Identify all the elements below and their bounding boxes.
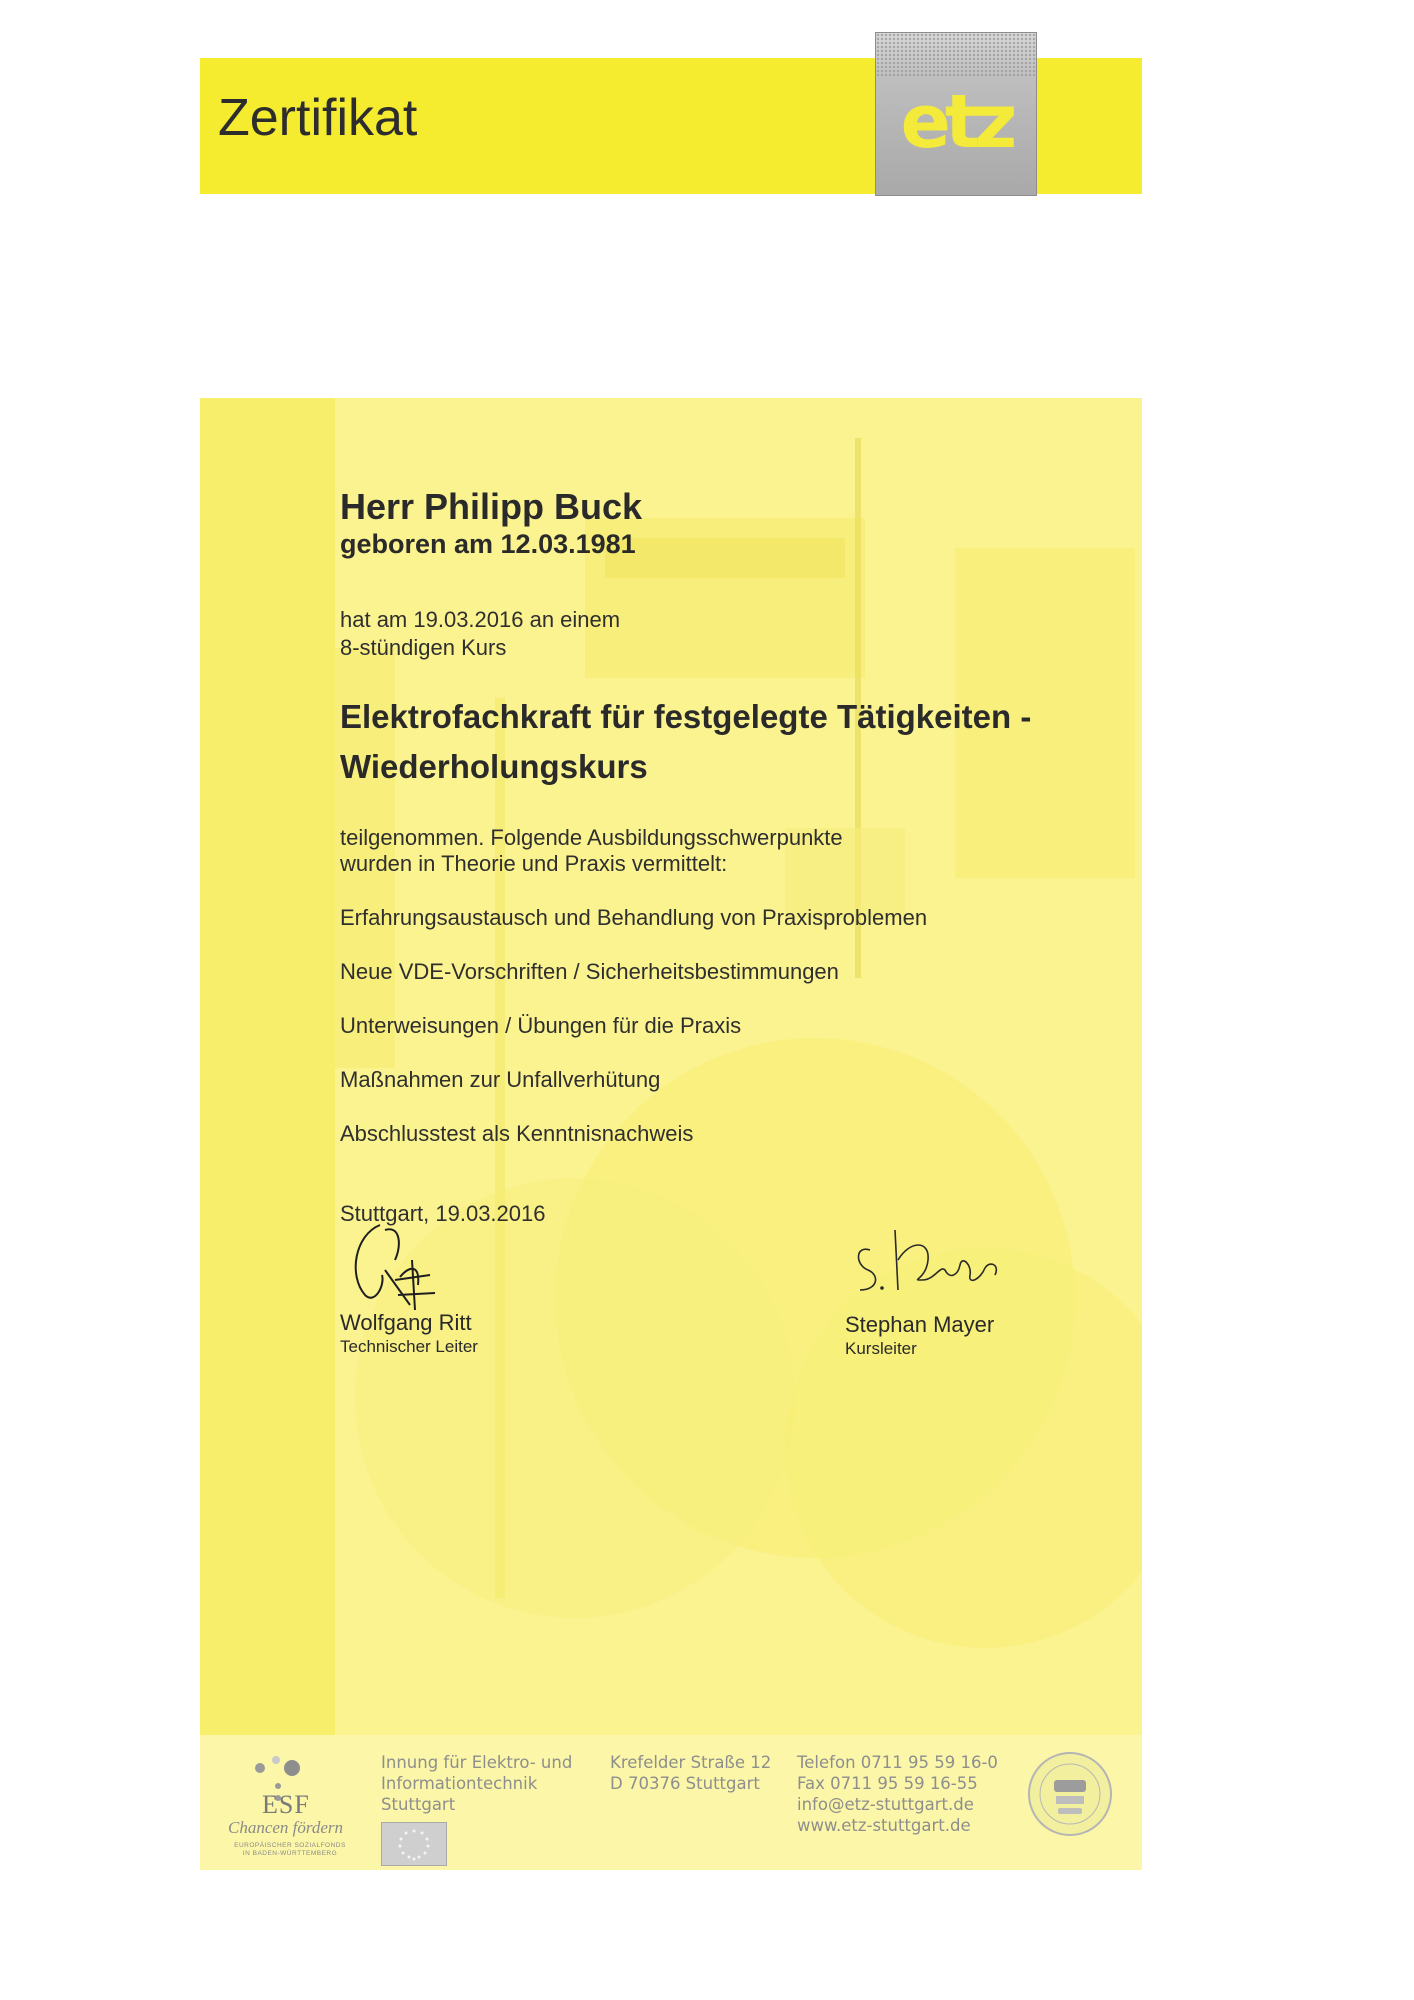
signatory-left-role: Technischer Leiter bbox=[340, 1337, 478, 1356]
course-title bbox=[340, 692, 1140, 792]
place-date: Stuttgart, 19.03.2016 bbox=[340, 1201, 546, 1226]
esf-slogan: Chancen fördern bbox=[228, 1818, 344, 1837]
intro-line-1: hat am 19.03.2016 an einem bbox=[340, 607, 621, 632]
topic-item: Neue VDE-Vorschriften / Sicherheitsbestimmungen bbox=[340, 959, 839, 984]
eu-flag-icon bbox=[381, 1822, 447, 1866]
fax-number: Fax 0711 95 59 16-55 bbox=[797, 1774, 978, 1793]
website-url: www.etz-stuttgart.de bbox=[797, 1816, 971, 1835]
etz-logo bbox=[875, 32, 1037, 196]
esf-logo-text: ESF bbox=[262, 1790, 310, 1819]
org-line-2: Informationtechnik bbox=[381, 1774, 538, 1793]
phone-number: Telefon 0711 95 59 16-0 bbox=[797, 1753, 998, 1772]
email-address: info@etz-stuttgart.de bbox=[797, 1795, 974, 1814]
participation-line-1: teilgenommen. Folgende Ausbildungsschwerpunkte bbox=[340, 825, 843, 850]
building-background-photo bbox=[335, 398, 1142, 1728]
course-title-line-1: Elektrofachkraft für festgelegte Tätigkeiten - bbox=[340, 698, 1032, 735]
tuv-cert-seal bbox=[1028, 1752, 1112, 1836]
esf-fine-print bbox=[220, 1842, 360, 1858]
address-block bbox=[610, 1752, 771, 1794]
signature-stephan-mayer bbox=[850, 1220, 1020, 1310]
signatory-right-role: Kursleiter bbox=[845, 1339, 917, 1358]
topic-item: Maßnahmen zur Unfallverhütung bbox=[340, 1067, 661, 1092]
recipient-name: Herr Philipp Buck bbox=[340, 486, 643, 527]
signature-wolfgang-ritt bbox=[340, 1205, 470, 1315]
participation-line-2: wurden in Theorie und Praxis vermittelt: bbox=[340, 851, 728, 876]
esf-fine-line-1: EUROPÄISCHER SOZIALFONDS bbox=[234, 1842, 346, 1849]
esf-fine-line-2: IN BADEN-WÜRTTEMBERG bbox=[242, 1850, 338, 1857]
topic-item: Abschlusstest als Kenntnisnachweis bbox=[340, 1121, 694, 1146]
topic-item: Erfahrungsaustausch und Behandlung von Praxisproblemen bbox=[340, 905, 928, 930]
certificate-title: Zertifikat bbox=[218, 89, 418, 147]
org-line-3: Stuttgart bbox=[381, 1795, 456, 1814]
org-block bbox=[381, 1752, 572, 1815]
logo-dot-pattern bbox=[876, 33, 1036, 77]
topic-item: Unterweisungen / Übungen für die Praxis bbox=[340, 1013, 742, 1038]
course-title-line-2: Wiederholungskurs bbox=[340, 748, 648, 785]
signatory-right-name: Stephan Mayer bbox=[845, 1312, 995, 1337]
recipient-birthdate: geboren am 12.03.1981 bbox=[340, 529, 636, 559]
address-line-2: D 70376 Stuttgart bbox=[610, 1774, 760, 1793]
tuv-seal-icon bbox=[1030, 1754, 1110, 1834]
org-line-1: Innung für Elektro- und bbox=[381, 1753, 573, 1772]
body-background-left-strip bbox=[200, 398, 335, 1870]
address-line-1: Krefelder Straße 12 bbox=[610, 1753, 772, 1772]
signatory-left-name: Wolfgang Ritt bbox=[340, 1310, 472, 1335]
logo-text: etz bbox=[900, 79, 1012, 165]
intro-line-2: 8-stündigen Kurs bbox=[340, 635, 507, 660]
contact-block bbox=[797, 1752, 998, 1836]
eu-stars-icon bbox=[382, 1823, 446, 1865]
